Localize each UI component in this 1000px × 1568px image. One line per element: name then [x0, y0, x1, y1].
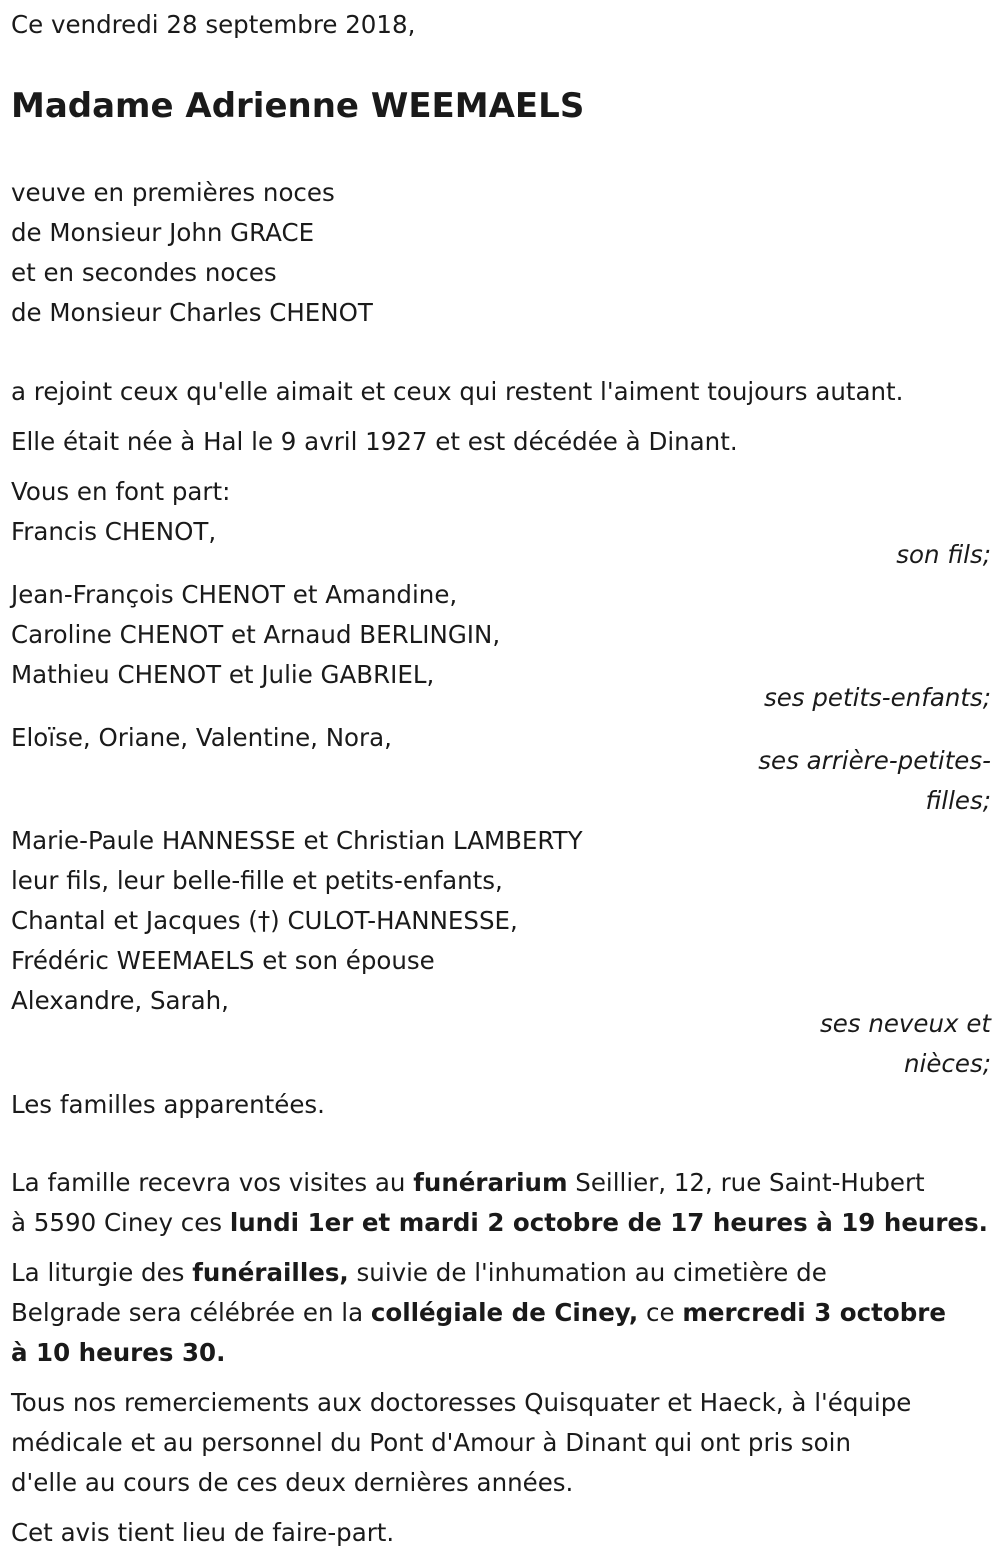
funeral-text: Belgrade sera célébrée en la [11, 1298, 371, 1327]
funeral-text: suivie de l'inhumation au cimetière de [348, 1258, 827, 1287]
cross-icon: † [257, 906, 271, 935]
thanks-line: Tous nos remerciements aux doctoresses Quisquater et Haeck, à l'équipe [11, 1388, 912, 1417]
funeral-text: ce [638, 1298, 683, 1327]
visits-text: La famille recevra vos visites au [11, 1168, 414, 1197]
spouse-line: veuve en premières noces [11, 178, 335, 207]
visits-line-1 [11, 1168, 925, 1198]
visits-text: Seillier, 12, rue Saint-Hubert [567, 1168, 925, 1197]
funeral-bold: mercredi 3 octobre [682, 1298, 946, 1327]
chantal-suffix: ) CULOT-HANNESSE, [270, 906, 518, 935]
funeral-bold: collégiale de Ciney, [370, 1298, 639, 1327]
nephew-line: leur fils, leur belle-fille et petits-enfants, [11, 866, 503, 895]
related-families: Les familles apparentées. [11, 1090, 325, 1119]
grandchild-line: Mathieu CHENOT et Julie GABRIEL, [11, 660, 435, 689]
nephew-line-chantal [11, 906, 518, 936]
spouse-line: de Monsieur Charles CHENOT [11, 298, 373, 327]
funeral-bold: funérailles, [192, 1258, 349, 1287]
great-grandchildren-names: Eloïse, Oriane, Valentine, Nora, [11, 723, 392, 752]
nephew-line: Marie-Paule HANNESSE et Christian LAMBERTY [11, 826, 583, 855]
visits-bold: lundi 1er et mardi 2 octobre de 17 heures à 19 heures. [229, 1208, 988, 1237]
nephews-relation-2: nièces; [904, 1049, 991, 1078]
birth-death-text: Elle était née à Hal le 9 avril 1927 et est décédée à Dinant. [11, 427, 738, 456]
funeral-line-3 [11, 1338, 225, 1368]
son-relation: son fils; [896, 540, 991, 569]
nephew-line: Frédéric WEEMAELS et son épouse [11, 946, 435, 975]
spouse-line: de Monsieur John GRACE [11, 218, 315, 247]
funeral-line-1 [11, 1258, 827, 1288]
announce-text: Vous en font part: [11, 477, 231, 506]
thanks-line: médicale et au personnel du Pont d'Amour à Dinant qui ont pris soin [11, 1428, 851, 1457]
chantal-prefix: Chantal et Jacques ( [11, 906, 258, 935]
grandchildren-relation: ses petits-enfants; [763, 683, 991, 712]
thanks-line: d'elle au cours de ces deux dernières années. [11, 1468, 574, 1497]
nephew-line: Alexandre, Sarah, [11, 986, 229, 1015]
deceased-name: Madame Adrienne WEEMAELS [11, 86, 585, 126]
great-grandchildren-relation-2: filles; [925, 786, 991, 815]
visits-line-2 [11, 1208, 988, 1238]
rejoined-text: a rejoint ceux qu'elle aimait et ceux qui restent l'aiment toujours autant. [11, 377, 904, 406]
great-grandchildren-relation-1: ses arrière-petites- [758, 746, 991, 775]
son-name: Francis CHENOT, [11, 517, 217, 546]
spouse-line: et en secondes noces [11, 258, 277, 287]
funeral-bold: à 10 heures 30. [11, 1338, 226, 1367]
date-line: Ce vendredi 28 septembre 2018, [11, 10, 416, 39]
visits-bold: funérarium [413, 1168, 568, 1197]
grandchild-line: Caroline CHENOT et Arnaud BERLINGIN, [11, 620, 501, 649]
nephews-relation-1: ses neveux et [819, 1009, 991, 1038]
closing-line: Cet avis tient lieu de faire-part. [11, 1518, 395, 1547]
funeral-line-2 [11, 1298, 946, 1328]
funeral-text: La liturgie des [11, 1258, 193, 1287]
visits-text: à 5590 Ciney ces [11, 1208, 230, 1237]
grandchild-line: Jean-François CHENOT et Amandine, [11, 580, 458, 609]
